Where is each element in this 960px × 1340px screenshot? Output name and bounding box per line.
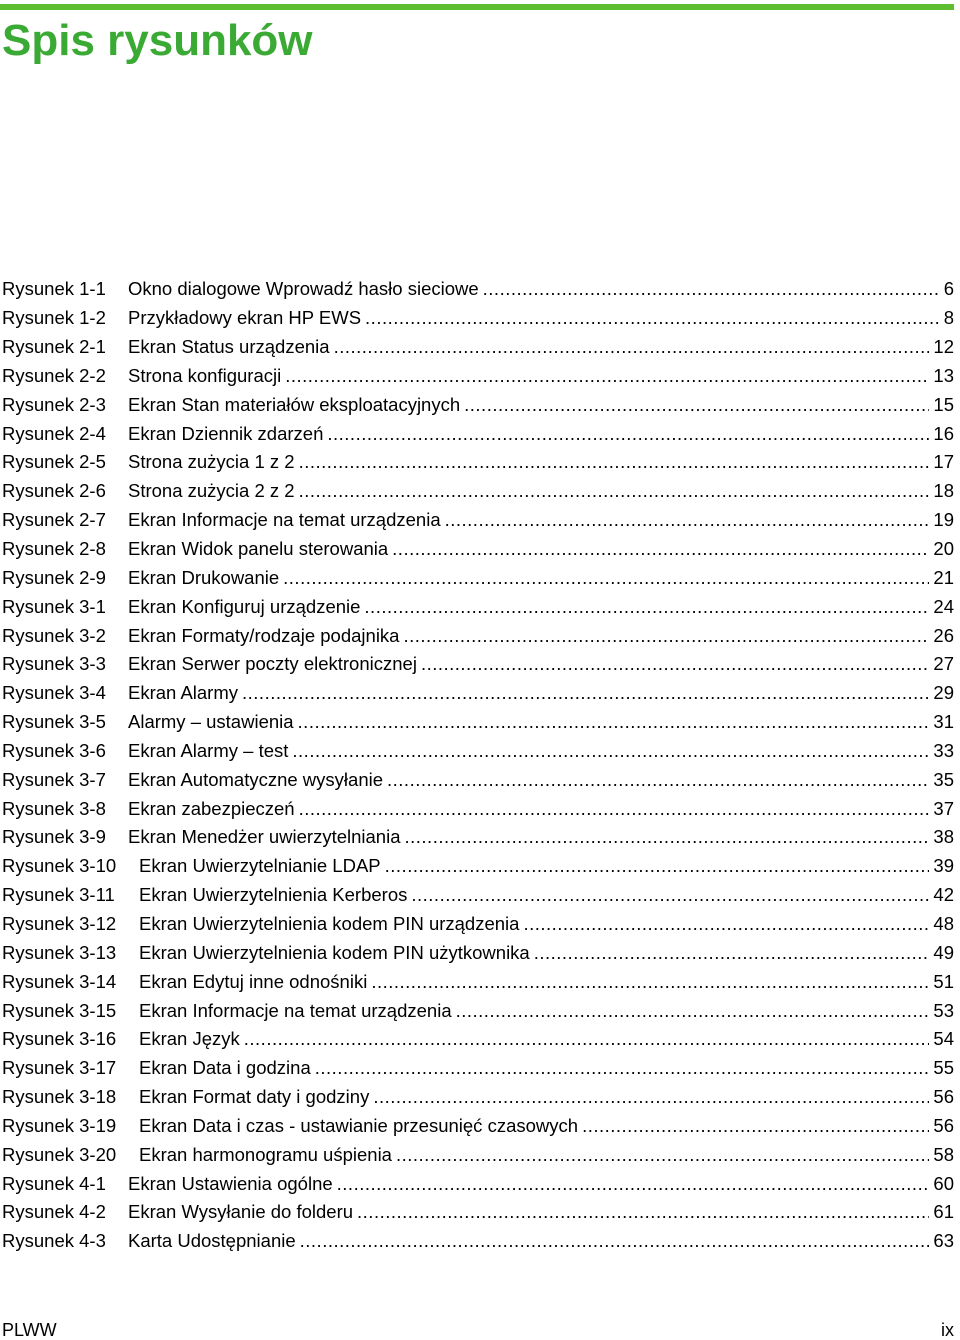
figure-title: Ekran Informacje na temat urządzenia xyxy=(139,1000,456,1022)
figure-title: Ekran Edytuj inne odnośniki xyxy=(139,971,371,993)
figure-title: Ekran Widok panelu sterowania xyxy=(128,538,392,560)
figure-number: Rysunek 4-1 xyxy=(2,1172,106,1194)
figure-page-number: 61 xyxy=(933,1201,954,1223)
figure-entry-line xyxy=(128,826,954,848)
figure-title: Ekran harmonogramu uśpienia xyxy=(139,1144,396,1166)
figure-title: Ekran Uwierzytelnienia kodem PIN urządzenia xyxy=(139,913,523,935)
figure-entry[interactable] xyxy=(0,621,954,650)
figure-number: Rysunek 2-9 xyxy=(2,566,106,588)
figure-title: Ekran Drukowanie xyxy=(128,567,283,589)
dot-leader xyxy=(405,826,930,848)
dot-leader xyxy=(292,740,929,762)
figure-title: Ekran Alarmy xyxy=(128,682,242,704)
dot-leader xyxy=(337,1173,930,1195)
dot-leader xyxy=(387,769,929,791)
figure-page-number: 29 xyxy=(933,682,954,704)
figure-page-number: 33 xyxy=(933,739,954,761)
dot-leader xyxy=(299,798,930,820)
figure-number: Rysunek 2-1 xyxy=(2,336,106,358)
figure-number: Rysunek 1-1 xyxy=(2,278,106,300)
figure-page-number: 17 xyxy=(933,451,954,473)
dot-leader xyxy=(242,682,929,704)
figure-entry[interactable] xyxy=(0,362,954,391)
figure-title: Ekran Automatyczne wysyłanie xyxy=(128,769,387,791)
figure-entry-line xyxy=(139,913,954,935)
figure-title: Ekran Ustawienia ogólne xyxy=(128,1173,337,1195)
figure-entry-line xyxy=(139,1028,954,1050)
figure-entry[interactable] xyxy=(0,708,954,737)
figure-page-number: 13 xyxy=(933,364,954,386)
figure-title: Ekran Menedżer uwierzytelniania xyxy=(128,826,405,848)
figure-page-number: 16 xyxy=(933,422,954,444)
figure-entry[interactable] xyxy=(0,881,954,910)
figure-number: Rysunek 3-3 xyxy=(2,653,106,675)
figure-title: Ekran Stan materiałów eksploatacyjnych xyxy=(128,394,464,416)
figure-number: Rysunek 2-8 xyxy=(2,538,106,560)
figure-entry[interactable] xyxy=(0,419,954,448)
figure-number: Rysunek 3-16 xyxy=(2,1028,117,1050)
figure-page-number: 35 xyxy=(933,768,954,790)
figure-entry-line xyxy=(139,855,954,877)
figure-entry-line xyxy=(128,394,954,416)
figure-number: Rysunek 3-2 xyxy=(2,624,106,646)
figure-number: Rysunek 3-6 xyxy=(2,739,106,761)
figure-entry[interactable] xyxy=(0,563,954,592)
figure-page-number: 51 xyxy=(933,970,954,992)
figure-number: Rysunek 1-2 xyxy=(2,307,106,329)
figure-title: Ekran Serwer poczty elektronicznej xyxy=(128,653,421,675)
figure-entry-line xyxy=(128,1173,954,1195)
figure-page-number: 58 xyxy=(933,1143,954,1165)
figure-entry[interactable] xyxy=(0,1083,954,1112)
dot-leader xyxy=(582,1115,929,1137)
figure-number: Rysunek 4-3 xyxy=(2,1230,106,1252)
figure-title: Ekran zabezpieczeń xyxy=(128,798,299,820)
figure-page-number: 53 xyxy=(933,999,954,1021)
dot-leader xyxy=(421,653,929,675)
figure-page-number: 63 xyxy=(933,1230,954,1252)
figure-entry[interactable] xyxy=(0,967,954,996)
figure-title: Okno dialogowe Wprowadź hasło sieciowe xyxy=(128,278,483,300)
figure-page-number: 24 xyxy=(933,595,954,617)
figure-number: Rysunek 3-8 xyxy=(2,797,106,819)
figure-title: Ekran Dziennik zdarzeń xyxy=(128,423,327,445)
dot-leader xyxy=(396,1144,929,1166)
figure-title: Ekran Status urządzenia xyxy=(128,336,334,358)
footer-left-label: PLWW xyxy=(2,1320,57,1340)
figure-number: Rysunek 3-9 xyxy=(2,826,106,848)
figure-number: Rysunek 4-2 xyxy=(2,1201,106,1223)
dot-leader xyxy=(365,307,940,329)
figure-title: Ekran Formaty/rodzaje podajnika xyxy=(128,625,403,647)
dot-leader xyxy=(285,365,929,387)
figure-entry[interactable] xyxy=(0,535,954,564)
figure-number: Rysunek 3-10 xyxy=(2,855,117,877)
figure-entry-line xyxy=(128,423,954,445)
figure-title: Strona zużycia 1 z 2 xyxy=(128,451,299,473)
dot-leader xyxy=(334,336,930,358)
figure-entry[interactable] xyxy=(0,506,954,535)
figure-list xyxy=(0,275,954,1256)
figure-entry[interactable] xyxy=(0,679,954,708)
figure-number: Rysunek 3-7 xyxy=(2,768,106,790)
figure-entry-line xyxy=(128,538,954,560)
figure-number: Rysunek 2-5 xyxy=(2,451,106,473)
figure-entry[interactable] xyxy=(0,390,954,419)
figure-entry[interactable] xyxy=(0,1054,954,1083)
figure-entry-line xyxy=(128,509,954,531)
figure-entry-line xyxy=(128,596,954,618)
figure-page-number: 12 xyxy=(933,336,954,358)
figure-entry[interactable] xyxy=(0,794,954,823)
dot-leader xyxy=(445,509,930,531)
dot-leader xyxy=(523,913,929,935)
dot-leader xyxy=(392,538,929,560)
figure-title: Ekran Format daty i godziny xyxy=(139,1086,373,1108)
figure-page-number: 60 xyxy=(933,1172,954,1194)
figure-page-number: 42 xyxy=(933,884,954,906)
figure-entry[interactable] xyxy=(0,592,954,621)
dot-leader xyxy=(298,711,930,733)
figure-entry-line xyxy=(128,1201,954,1223)
top-rule xyxy=(0,4,954,10)
figure-entry-line xyxy=(139,942,954,964)
dot-leader xyxy=(283,567,929,589)
figure-entry-line xyxy=(139,1115,954,1137)
figure-entry[interactable] xyxy=(0,765,954,794)
dot-leader xyxy=(403,625,929,647)
figure-page-number: 21 xyxy=(933,566,954,588)
dot-leader xyxy=(315,1057,930,1079)
figure-page-number: 38 xyxy=(933,826,954,848)
figure-title: Alarmy – ustawienia xyxy=(128,711,298,733)
figure-title: Ekran Data i czas - ustawianie przesunięć czasowych xyxy=(139,1115,582,1137)
figure-entry-line xyxy=(128,278,954,300)
figure-entry-line xyxy=(139,884,954,906)
figure-entry-line xyxy=(128,365,954,387)
figure-entry[interactable] xyxy=(0,737,954,766)
dot-leader xyxy=(464,394,929,416)
figure-title: Przykładowy ekran HP EWS xyxy=(128,307,365,329)
figure-title: Ekran Język xyxy=(139,1028,244,1050)
figure-title: Ekran Konfiguruj urządzenie xyxy=(128,596,364,618)
dot-leader xyxy=(456,1000,930,1022)
dot-leader xyxy=(364,596,929,618)
figure-title: Ekran Informacje na temat urządzenia xyxy=(128,509,445,531)
figure-number: Rysunek 2-3 xyxy=(2,393,106,415)
figure-entry-line xyxy=(128,625,954,647)
dot-leader xyxy=(357,1201,929,1223)
figure-number: Rysunek 3-1 xyxy=(2,595,106,617)
figure-entry-line xyxy=(139,1000,954,1022)
figure-number: Rysunek 3-12 xyxy=(2,912,117,934)
figure-number: Rysunek 3-17 xyxy=(2,1057,117,1079)
figure-page-number: 8 xyxy=(943,307,954,329)
dot-leader xyxy=(385,855,930,877)
figure-entry[interactable] xyxy=(0,1169,954,1198)
figure-title: Strona konfiguracji xyxy=(128,365,285,387)
figure-page-number: 56 xyxy=(933,1114,954,1136)
figure-entry-line xyxy=(128,1230,954,1252)
figure-entry-line xyxy=(128,711,954,733)
figure-entry-line xyxy=(128,336,954,358)
figure-title: Ekran Wysyłanie do folderu xyxy=(128,1201,357,1223)
figure-page-number: 48 xyxy=(933,912,954,934)
figure-page-number: 56 xyxy=(933,1086,954,1108)
figure-entry[interactable] xyxy=(0,1198,954,1227)
figure-page-number: 27 xyxy=(933,653,954,675)
figure-title: Karta Udostępnianie xyxy=(128,1230,300,1252)
figure-entry-line xyxy=(128,567,954,589)
figure-entry[interactable] xyxy=(0,1227,954,1256)
figure-number: Rysunek 3-14 xyxy=(2,970,117,992)
figure-entry-line xyxy=(128,451,954,473)
figure-page-number: 55 xyxy=(933,1057,954,1079)
figure-number: Rysunek 3-19 xyxy=(2,1114,117,1136)
footer-page-number: ix xyxy=(941,1320,954,1340)
figure-entry[interactable] xyxy=(0,448,954,477)
page-title: Spis rysunków xyxy=(2,16,313,65)
figure-entry-line xyxy=(128,480,954,502)
figure-page-number: 20 xyxy=(933,538,954,560)
figure-entry-line xyxy=(139,971,954,993)
figure-number: Rysunek 2-7 xyxy=(2,509,106,531)
figure-entry[interactable] xyxy=(0,1140,954,1169)
figure-entry[interactable] xyxy=(0,650,954,679)
figure-entry-line xyxy=(128,307,954,329)
figure-page-number: 31 xyxy=(933,711,954,733)
figure-entry[interactable] xyxy=(0,910,954,939)
figure-page-number: 39 xyxy=(933,855,954,877)
figure-entry[interactable] xyxy=(0,275,954,304)
figure-title: Strona zużycia 2 z 2 xyxy=(128,480,299,502)
dot-leader xyxy=(411,884,929,906)
figure-number: Rysunek 3-11 xyxy=(2,884,115,906)
figure-entry[interactable] xyxy=(0,333,954,362)
figure-entry[interactable] xyxy=(0,823,954,852)
figure-entry-line xyxy=(128,769,954,791)
dot-leader xyxy=(327,423,929,445)
figure-number: Rysunek 2-6 xyxy=(2,480,106,502)
figure-page-number: 19 xyxy=(933,509,954,531)
figure-page-number: 18 xyxy=(933,480,954,502)
dot-leader xyxy=(534,942,930,964)
figure-entry-line xyxy=(139,1144,954,1166)
figure-number: Rysunek 3-15 xyxy=(2,999,117,1021)
figure-title: Ekran Data i godzina xyxy=(139,1057,315,1079)
dot-leader xyxy=(373,1086,929,1108)
figure-entry-line xyxy=(139,1057,954,1079)
figure-title: Ekran Alarmy – test xyxy=(128,740,292,762)
figure-entry[interactable] xyxy=(0,1111,954,1140)
figure-number: Rysunek 3-13 xyxy=(2,941,117,963)
figure-entry-line xyxy=(128,740,954,762)
figure-number: Rysunek 2-4 xyxy=(2,422,106,444)
figure-page-number: 49 xyxy=(933,941,954,963)
dot-leader xyxy=(483,278,940,300)
figure-entry[interactable] xyxy=(0,938,954,967)
figure-page-number: 15 xyxy=(933,393,954,415)
dot-leader xyxy=(300,1230,930,1252)
figure-entry-line xyxy=(139,1086,954,1108)
figure-entry[interactable] xyxy=(0,304,954,333)
figure-entry[interactable] xyxy=(0,1025,954,1054)
figure-number: Rysunek 2-2 xyxy=(2,364,106,386)
figure-entry[interactable] xyxy=(0,477,954,506)
figure-number: Rysunek 3-20 xyxy=(2,1143,117,1165)
figure-entry-line xyxy=(128,653,954,675)
figure-number: Rysunek 3-18 xyxy=(2,1086,117,1108)
figure-page-number: 54 xyxy=(933,1028,954,1050)
dot-leader xyxy=(371,971,929,993)
figure-entry[interactable] xyxy=(0,852,954,881)
figure-entry-line xyxy=(128,798,954,820)
dot-leader xyxy=(299,480,930,502)
figure-entry[interactable] xyxy=(0,996,954,1025)
figure-page-number: 26 xyxy=(933,624,954,646)
dot-leader xyxy=(244,1028,930,1050)
figure-number: Rysunek 3-5 xyxy=(2,711,106,733)
figure-number: Rysunek 3-4 xyxy=(2,682,106,704)
figure-title: Ekran Uwierzytelnienia Kerberos xyxy=(139,884,411,906)
figure-title: Ekran Uwierzytelnianie LDAP xyxy=(139,855,385,877)
figure-entry-line xyxy=(128,682,954,704)
dot-leader xyxy=(299,451,930,473)
figure-page-number: 6 xyxy=(943,278,954,300)
figure-page-number: 37 xyxy=(933,797,954,819)
figure-title: Ekran Uwierzytelnienia kodem PIN użytkownika xyxy=(139,942,534,964)
